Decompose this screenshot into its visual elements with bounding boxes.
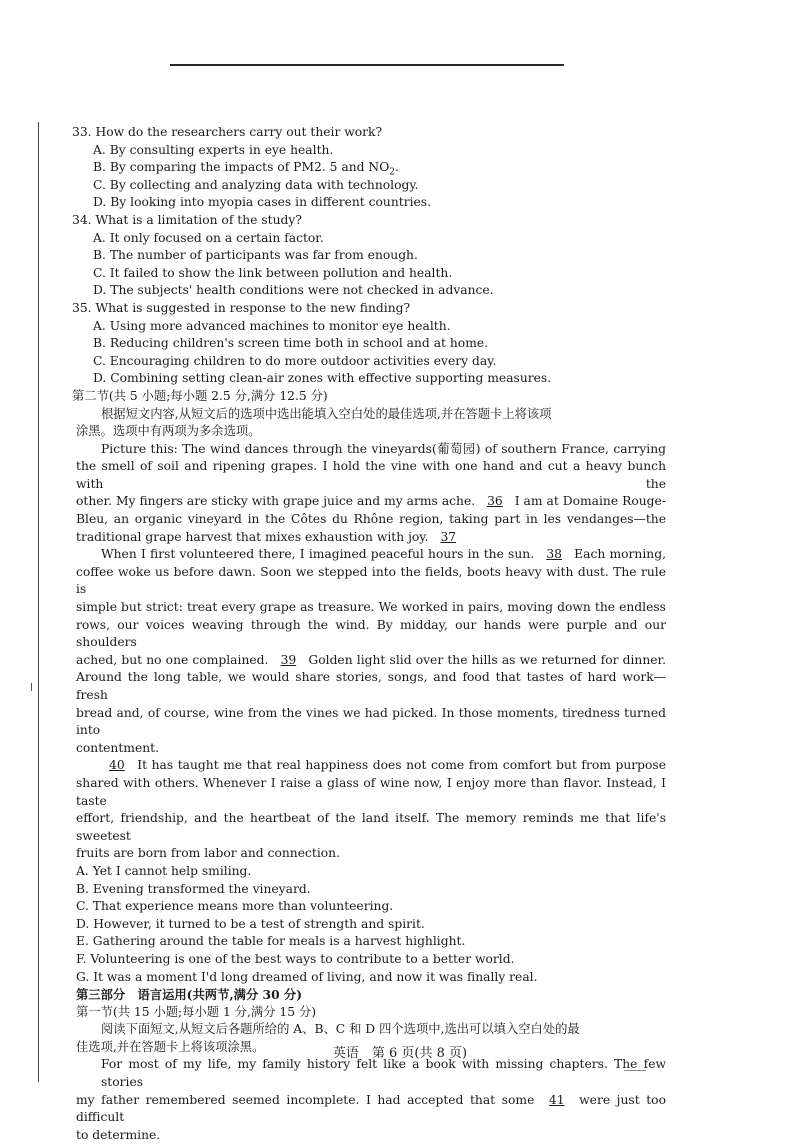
passage-line [76, 546, 666, 564]
subscript: 2 [389, 167, 396, 178]
passage-line [76, 493, 666, 511]
passage-line: simple but strict: treat every grape as treasure. We worked in pairs, moving down the endless [76, 600, 666, 615]
option-tail: . [395, 160, 399, 175]
passage-line [76, 529, 666, 547]
passage-line: Bleu, an organic vineyard in the Côtes du Rhône region, taking part in les vendanges—the [76, 512, 666, 527]
blank-39: 39 [280, 652, 297, 667]
passage-text: ached, but no one complained. [76, 652, 269, 667]
passage-line: coffee woke us before dawn. Soon we stepped into the fields, boots heavy with dust. The rule is [76, 564, 666, 597]
blank-38: 38 [546, 547, 562, 562]
option: C. It failed to show the link between pollution and health. [93, 265, 453, 280]
header-rule [170, 64, 564, 66]
choice-e: E. Gathering around the table for meals is a harvest highlight. [76, 934, 466, 949]
passage-line: contentment. [76, 740, 159, 755]
option: C. By collecting and analyzing data with technology. [93, 177, 419, 192]
passage-text: other. My fingers are sticky with grape juice and my arms ache. [76, 494, 476, 509]
choice-a: A. Yet I cannot help smiling. [76, 863, 252, 878]
passage-line: bread and, of course, wine from the vines we had picked. In those moments, tiredness turned into [76, 705, 666, 738]
answer-choices [76, 863, 666, 986]
section-heading: 第二节(共 5 小题;每小题 2.5 分,满分 12.5 分) [72, 388, 328, 403]
option-text: B. By comparing the impacts of PM2. 5 and NO [93, 160, 390, 175]
passage-line: fruits are born from labor and connection. [76, 846, 340, 861]
passage-text: When I first volunteered there, I imagined peaceful hours in the sun. [101, 547, 535, 562]
passage-line: For most of my life, my family history felt like a book with missing chapters. The few stories [101, 1057, 666, 1090]
passage-line: rows, our voices weaving through the wind. By midday, our hands were purple and our shoulders [76, 617, 666, 650]
page-content [72, 124, 666, 1144]
choice-d: D. However, it turned to be a test of strength and spirit. [76, 916, 425, 931]
choice-c: C. That experience means more than volunteering. [76, 899, 394, 914]
instructions: 阅读下面短文,从短文后各题所给的 A、B、C 和 D 四个选项中,选出可以填入空白处的最 [101, 1022, 580, 1037]
option: A. It only focused on a certain factor. [93, 230, 324, 245]
passage-line: Picture this: The wind dances through the vineyards(葡萄园) of southern France, carrying [101, 441, 666, 456]
choice-b: B. Evening transformed the vineyard. [76, 881, 311, 896]
passage-line [76, 757, 666, 775]
question-33 [72, 124, 666, 212]
blank-41: 41 [548, 1092, 565, 1107]
passage-text: Each morning, [574, 547, 666, 562]
passage-line: Around the long table, we would share stories, songs, and food that tastes of hard work—fresh [76, 670, 666, 702]
passage-text: I am at Domaine Rouge- [514, 494, 666, 509]
passage-text: traditional grape harvest that mixes exhaustion with joy. [76, 529, 429, 544]
option: C. Encouraging children to do more outdoor activities every day. [93, 353, 497, 368]
instructions: 涂黑。选项中有两项为多余选项。 [76, 424, 261, 439]
binding-margin-line [38, 122, 39, 1082]
blank-37: 37 [440, 529, 457, 544]
option: B. Reducing children's screen time both in school and at home. [93, 336, 489, 351]
passage-line: to determine. [76, 1127, 161, 1142]
option: D. By looking into myopia cases in different countries. [93, 195, 432, 210]
choice-f: F. Volunteering is one of the best ways to contribute to a better world. [76, 951, 515, 966]
passage-line [76, 652, 666, 670]
passage-text: were just too difficult [76, 1092, 666, 1125]
option: D. The subjects' health conditions were not checked in advance. [93, 283, 494, 298]
question-stem: 34. What is a limitation of the study? [72, 212, 302, 227]
question-34 [72, 212, 666, 300]
instructions: 根据短文内容,从短文后的选项中选出能填入空白处的最佳选项,并在答题卡上将该项 [101, 406, 552, 421]
passage-line: effort, friendship, and the heartbeat of the land itself. The memory reminds me that life's sweetest [76, 811, 666, 843]
question-stem: 33. How do the researchers carry out their work? [72, 125, 383, 139]
passage-text: my father remembered seemed incomplete. I had accepted that some [76, 1092, 535, 1107]
passage-text: Golden light slid over the hills as we returned for dinner. [308, 652, 666, 667]
margin-tick [31, 683, 32, 691]
question-35 [72, 300, 666, 388]
option: A. Using more advanced machines to monitor eye health. [93, 318, 451, 333]
passage-text: It has taught me that real happiness does not come from comfort but from purpose [137, 758, 666, 773]
passage-line: the smell of soil and ripening grapes. I hold the vine with one hand and cut a heavy bunch with the [76, 459, 666, 491]
page-footer: 英语 第 6 页(共 8 页) [332, 1046, 468, 1061]
instructions: 佳选项,并在答题卡上将该项涂黑。 [76, 1039, 265, 1054]
blank-40: 40 [109, 758, 125, 773]
choice-g: G. It was a moment I'd long dreamed of living, and now it was finally real. [76, 969, 538, 984]
option [76, 159, 666, 177]
section-heading: 第一节(共 15 小题;每小题 1 分,满分 15 分) [76, 1004, 317, 1019]
passage [76, 441, 666, 863]
option: A. By consulting experts in eye health. [93, 142, 334, 157]
part-heading: 第三部分 语言运用(共两节,满分 30 分) [76, 987, 303, 1003]
blank-36: 36 [487, 494, 503, 509]
option: D. Combining setting clean-air zones with effective supporting measures. [93, 371, 552, 386]
passage-line: shared with others. Whenever I raise a glass of wine now, I enjoy more than flavor. Instead, I taste [76, 775, 666, 808]
passage-line [76, 1092, 666, 1127]
question-stem: 35. What is suggested in response to the new finding? [72, 300, 411, 315]
option: B. The number of participants was far from enough. [93, 248, 418, 263]
